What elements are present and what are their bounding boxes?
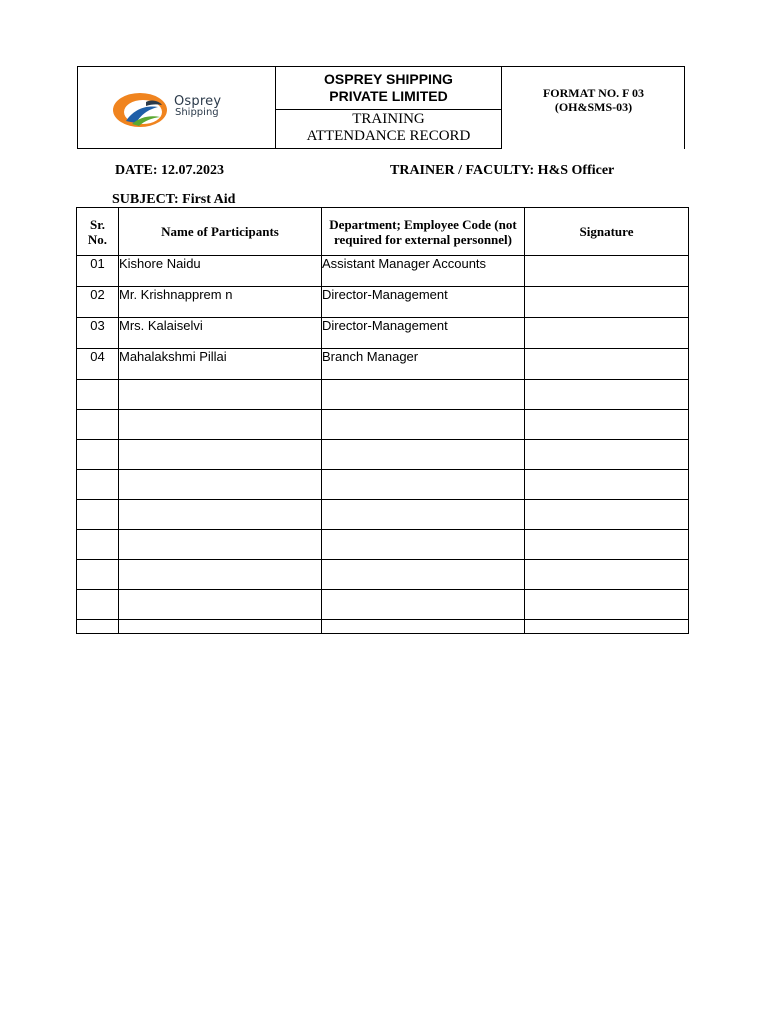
cell-name: Mrs. Kalaiselvi bbox=[119, 318, 322, 349]
header-department: Department; Employee Code (not required for external personnel) bbox=[322, 208, 525, 256]
empty-row bbox=[77, 440, 689, 470]
empty-cell bbox=[77, 590, 119, 620]
format-line1: FORMAT NO. F 03 bbox=[542, 86, 645, 100]
cell-name: Mr. Krishnapprem n bbox=[119, 287, 322, 318]
format-number bbox=[501, 67, 685, 149]
trainer-faculty: TRAINER / FACULTY: H&S Officer bbox=[390, 163, 615, 178]
empty-cell bbox=[77, 560, 119, 590]
empty-cell bbox=[119, 410, 322, 440]
empty-cell bbox=[322, 500, 525, 530]
osprey-logo bbox=[112, 91, 247, 129]
empty-row bbox=[77, 500, 689, 530]
empty-cell bbox=[525, 530, 689, 560]
empty-cell bbox=[77, 500, 119, 530]
empty-row bbox=[77, 530, 689, 560]
empty-cell bbox=[119, 500, 322, 530]
cell-sr: 01 bbox=[77, 256, 119, 287]
logo-line1: Osprey bbox=[174, 94, 222, 109]
cell-department: Branch Manager bbox=[322, 349, 525, 380]
table-header-row bbox=[77, 208, 689, 256]
empty-cell bbox=[119, 620, 322, 634]
table-row bbox=[77, 318, 689, 349]
cell-department: Director-Management bbox=[322, 318, 525, 349]
empty-cell bbox=[119, 470, 322, 500]
empty-row bbox=[77, 410, 689, 440]
logo-line2: Shipping bbox=[175, 107, 219, 118]
format-line2: (OH&SMS-03) bbox=[554, 100, 633, 114]
empty-cell bbox=[119, 530, 322, 560]
table-row bbox=[77, 256, 689, 287]
empty-row bbox=[77, 590, 689, 620]
empty-cell bbox=[119, 560, 322, 590]
empty-cell bbox=[77, 380, 119, 410]
header-sr-no: Sr. No. bbox=[77, 208, 119, 256]
empty-cell bbox=[77, 410, 119, 440]
empty-cell bbox=[322, 470, 525, 500]
empty-cell bbox=[525, 590, 689, 620]
empty-row bbox=[77, 560, 689, 590]
company-name bbox=[276, 67, 501, 110]
logo-wordmark bbox=[174, 96, 221, 118]
training-subject: SUBJECT: First Aid bbox=[112, 192, 236, 207]
doc-title-line1: TRAINING bbox=[352, 111, 425, 127]
empty-cell bbox=[525, 500, 689, 530]
cell-department: Director-Management bbox=[322, 287, 525, 318]
empty-row bbox=[77, 380, 689, 410]
header-signature: Signature bbox=[525, 208, 689, 256]
attendance-table bbox=[76, 207, 689, 634]
empty-cell bbox=[322, 530, 525, 560]
osprey-bird-icon bbox=[112, 91, 170, 129]
empty-cell bbox=[77, 620, 119, 634]
empty-cell bbox=[525, 470, 689, 500]
empty-cell bbox=[322, 560, 525, 590]
cell-sr: 04 bbox=[77, 349, 119, 380]
empty-cell bbox=[119, 440, 322, 470]
empty-cell bbox=[77, 530, 119, 560]
empty-row bbox=[77, 620, 689, 634]
cell-signature[interactable] bbox=[525, 256, 689, 287]
cell-name: Kishore Naidu bbox=[119, 256, 322, 287]
empty-cell bbox=[525, 620, 689, 634]
company-line2: PRIVATE LIMITED bbox=[329, 88, 448, 104]
empty-cell bbox=[525, 560, 689, 590]
cell-signature[interactable] bbox=[525, 318, 689, 349]
training-date: DATE: 12.07.2023 bbox=[115, 163, 225, 178]
doc-title-line2: ATTENDANCE RECORD bbox=[306, 128, 471, 144]
empty-cell bbox=[322, 590, 525, 620]
empty-cell bbox=[77, 440, 119, 470]
empty-cell bbox=[77, 470, 119, 500]
cell-signature[interactable] bbox=[525, 349, 689, 380]
table-row bbox=[77, 287, 689, 318]
cell-sr: 03 bbox=[77, 318, 119, 349]
cell-signature[interactable] bbox=[525, 287, 689, 318]
header-name: Name of Participants bbox=[119, 208, 322, 256]
empty-cell bbox=[119, 380, 322, 410]
empty-cell bbox=[322, 410, 525, 440]
empty-cell bbox=[525, 380, 689, 410]
logo-cell bbox=[78, 67, 276, 149]
empty-cell bbox=[322, 380, 525, 410]
empty-cell bbox=[322, 620, 525, 634]
cell-sr: 02 bbox=[77, 287, 119, 318]
empty-cell bbox=[119, 590, 322, 620]
company-line1: OSPREY SHIPPING bbox=[324, 71, 453, 87]
document-title bbox=[276, 110, 501, 149]
cell-name: Mahalakshmi Pillai bbox=[119, 349, 322, 380]
empty-cell bbox=[322, 440, 525, 470]
empty-cell bbox=[525, 440, 689, 470]
table-row bbox=[77, 349, 689, 380]
empty-cell bbox=[525, 410, 689, 440]
empty-row bbox=[77, 470, 689, 500]
cell-department: Assistant Manager Accounts bbox=[322, 256, 525, 287]
document-header bbox=[77, 66, 685, 149]
